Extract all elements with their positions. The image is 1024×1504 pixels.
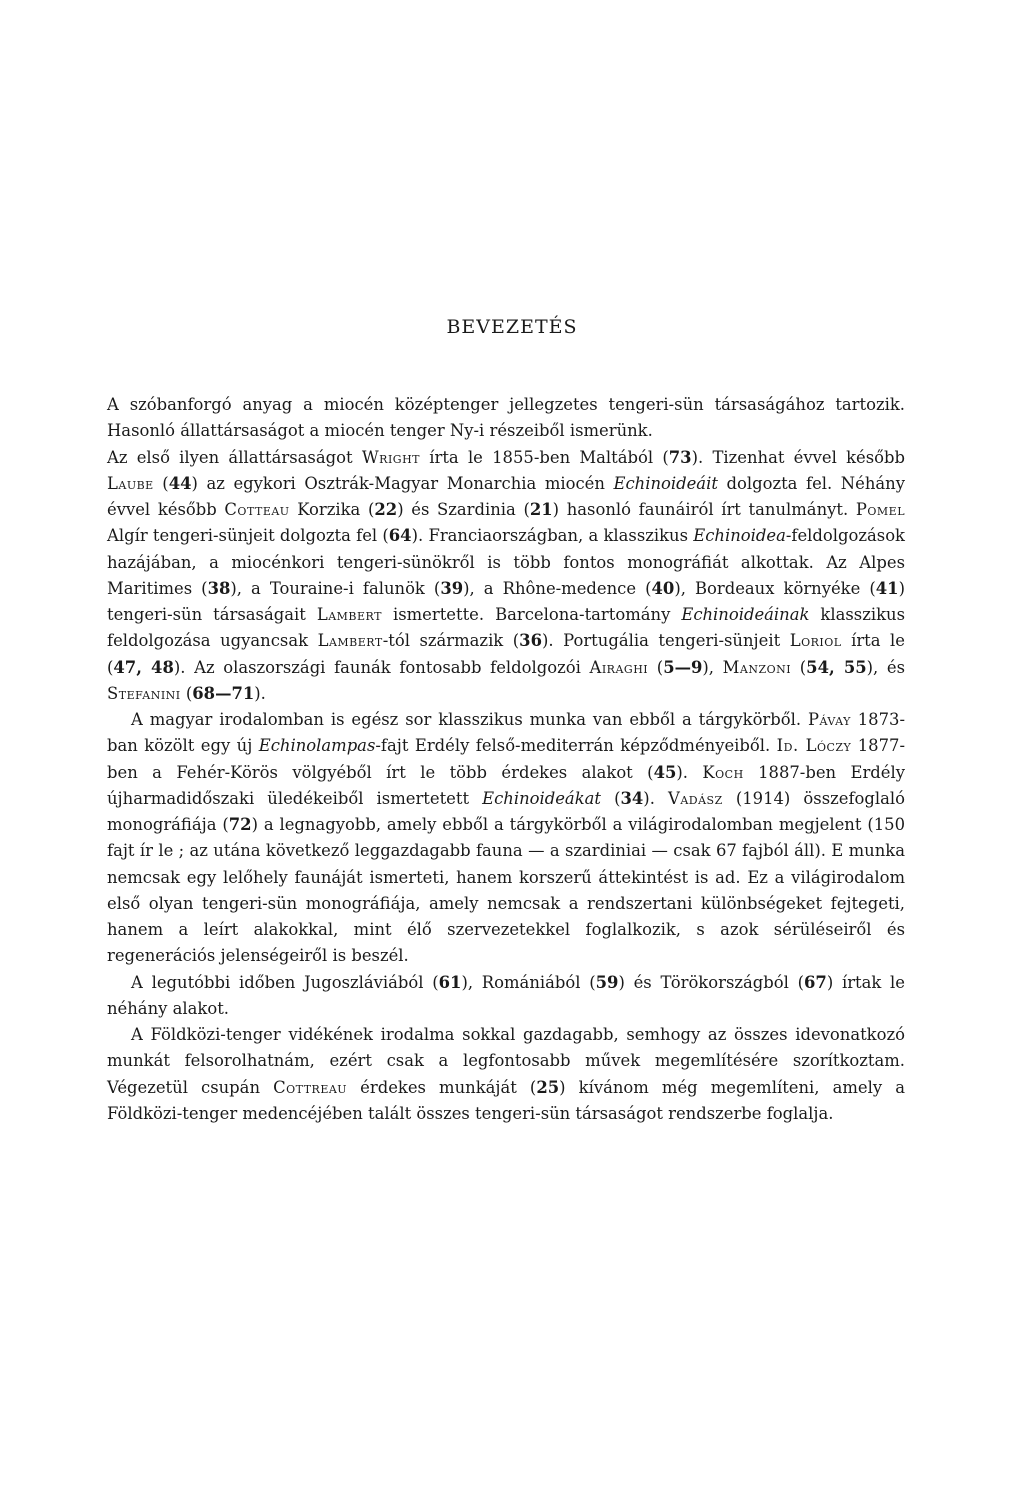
text-run: ). Az olaszországi faunák fontosabb feldolgozói — [173, 657, 590, 677]
text-run: ( — [791, 657, 807, 677]
author-name: Cottreau — [273, 1077, 348, 1097]
paragraph-p3 — [107, 707, 905, 970]
text-run: ). Franciaországban, a klasszikus — [411, 526, 694, 546]
reference-number: 38 — [207, 578, 231, 598]
reference-number: 68—71 — [192, 683, 255, 703]
author-name: Airaghi — [589, 657, 649, 677]
author-name: Cotteau — [224, 500, 290, 519]
text-run: ) tengeri-sün társaságait — [107, 578, 905, 624]
author-name: Id. Lóczy — [776, 736, 852, 756]
text-run: ) kívánom még megemlíteni, amely a Földközi-tenger medencéjében talált összes tengeri-sün társaságot rendszerbe foglalja. — [107, 1077, 905, 1123]
author-name: Lambert — [317, 631, 383, 651]
reference-number: 67 — [804, 972, 827, 992]
text-run: ), és — [866, 657, 906, 677]
reference-number: 59 — [595, 972, 619, 992]
text-run: ) az egykori Osztrák-Magyar Monarchia miocén — [191, 473, 614, 493]
reference-number: 25 — [536, 1077, 560, 1097]
text-run: ( — [601, 788, 621, 808]
text-run: ). — [643, 788, 668, 808]
text-run: 1877-ben a Fehér-Körös völgyéből írt le több érdekes alakot ( — [107, 736, 905, 782]
reference-number: 36 — [519, 631, 542, 651]
author-name: Lambert — [316, 605, 382, 624]
taxon-name: Echinolampas — [258, 736, 376, 756]
reference-number: 64 — [388, 526, 412, 546]
text-run: ) a legnagyobb, amely ebből a tárgykörből a világirodalomban megjelent (150 fajt ír le ; az utána következő leggazdagabb fauna — a szardiniai — csak 67 fajból áll). E munka nemcsak egy lelőhely faunáját ismerteti, hanem korszerű áttekintést is ad. Ez a világirodalom első olyan tengeri-sün monográfiája, amely nemcsak a rendszertani különbségeket fejtegeti, hanem a leírt alakokkal, mint élő szervezetekkel foglalkozik, s azok sérüléseiről és regenerációs jelenségeiről is beszél. — [107, 815, 905, 966]
author-name: Stefanini — [107, 683, 181, 703]
text-run: ). — [676, 762, 703, 782]
author-name: Laube — [107, 473, 154, 493]
text-run: ( — [180, 683, 193, 703]
text-run: ) és Törökországból ( — [618, 972, 804, 992]
text-run: érdekes munkáját ( — [347, 1077, 537, 1097]
text-run: Algír tengeri-sünjeit dolgozta fel ( — [107, 526, 389, 546]
reference-number: 34 — [620, 788, 644, 808]
reference-number: 44 — [168, 473, 192, 493]
reference-number: 61 — [438, 972, 462, 992]
paragraph-p4 — [107, 970, 905, 1023]
text-run: A Földközi-tenger vidékének irodalma sokkal gazdagabb, semhogy az összes idevonatkozó munkát felsorolhatnám, ezért csak a legfontosabb művek megemlítésére szorítkoztam. Végezetül csupán — [107, 1025, 905, 1097]
reference-number: 47, 48 — [113, 657, 174, 677]
reference-number: 40 — [651, 578, 675, 598]
reference-number: 39 — [440, 578, 464, 598]
text-run: -tól származik ( — [382, 631, 520, 651]
reference-number: 41 — [875, 578, 899, 598]
author-name: Manzoni — [722, 657, 792, 677]
text-run: A legutóbbi időben Jugoszláviából ( — [131, 972, 439, 992]
reference-number: 45 — [653, 762, 677, 782]
reference-number: 54, 55 — [806, 657, 867, 677]
taxon-name: Echinoidea — [693, 526, 786, 546]
text-run: ( — [153, 473, 169, 493]
author-name: Pomel — [855, 500, 906, 519]
text-run: Az első ilyen állattársaságot — [107, 447, 362, 467]
text-run: ). — [254, 683, 266, 703]
text-run: Korzika ( — [289, 500, 375, 519]
paragraph-p5 — [107, 1022, 905, 1127]
text-run: klasszikus feldolgozása ugyancsak — [107, 605, 905, 651]
reference-number: 22 — [374, 500, 398, 519]
text-run: írta le ( — [107, 631, 905, 677]
section-heading: BEVEZETÉS — [446, 316, 578, 338]
text-run: ) hasonló faunáiról írt tanulmányt. — [552, 500, 856, 519]
paragraph-p1 — [107, 392, 905, 445]
text-run: ), a Rhône-medence ( — [463, 578, 652, 598]
text-run: ( — [648, 657, 664, 677]
reference-number: 72 — [228, 815, 252, 834]
author-name: Vadász — [668, 788, 723, 808]
text-run: -fajt Erdély felső-mediterrán képződményeiből. — [375, 736, 777, 756]
text-run: -feldolgozások hazájában, a miocénkori tengeri-sünökről is több fontos monográfiát alkottak. Az Alpes Maritimes ( — [107, 526, 905, 598]
taxon-name: Echinoideáit — [613, 473, 718, 493]
author-name: Koch — [702, 762, 744, 782]
text-run: 1887-ben Erdély újharmadidőszaki üledékeiből ismertetett — [107, 762, 905, 808]
text-run: 1873-ban közölt egy új — [107, 710, 905, 756]
text-run: dolgozta fel. Néhány évvel később — [107, 473, 905, 519]
text-run: ), Romániából ( — [461, 972, 596, 992]
text-run: ), — [702, 657, 723, 677]
reference-number: 5—9 — [663, 657, 703, 677]
paragraph-p2 — [107, 445, 905, 708]
text-run: ismertette. Barcelona-tartomány — [381, 605, 682, 624]
taxon-name: Echinoideákat — [482, 788, 601, 808]
reference-number: 21 — [529, 500, 553, 519]
text-run: ), a Touraine-i falunök ( — [230, 578, 441, 598]
text-run: ). Tizenhat évvel később — [691, 447, 905, 467]
text-run: ) és Szardinia ( — [397, 500, 530, 519]
text-run: A szóbanforgó anyag a miocén középtenger jellegzetes tengeri-sün társaságához tartozik. Hasonló állattársaságot a miocén tenger Ny-i részeiből ismerünk. — [107, 395, 905, 441]
text-run: A magyar irodalomban is egész sor klasszikus munka van ebből a tárgykörből. — [131, 710, 808, 729]
taxon-name: Echinoideáinak — [681, 605, 810, 624]
text-run: (1914) összefoglaló monográfiája ( — [107, 788, 905, 834]
author-name: Loriol — [789, 631, 842, 651]
author-name: Wright — [361, 447, 421, 467]
text-run: írta le 1855-ben Maltából ( — [420, 447, 669, 467]
text-run: ). Portugália tengeri-sünjeit — [541, 631, 790, 651]
author-name: Pávay — [807, 710, 851, 729]
reference-number: 73 — [668, 447, 692, 467]
text-run: ), Bordeaux környéke ( — [674, 578, 876, 598]
text-run: ) írtak le néhány alakot. — [107, 972, 905, 1018]
body-text — [107, 392, 905, 1127]
